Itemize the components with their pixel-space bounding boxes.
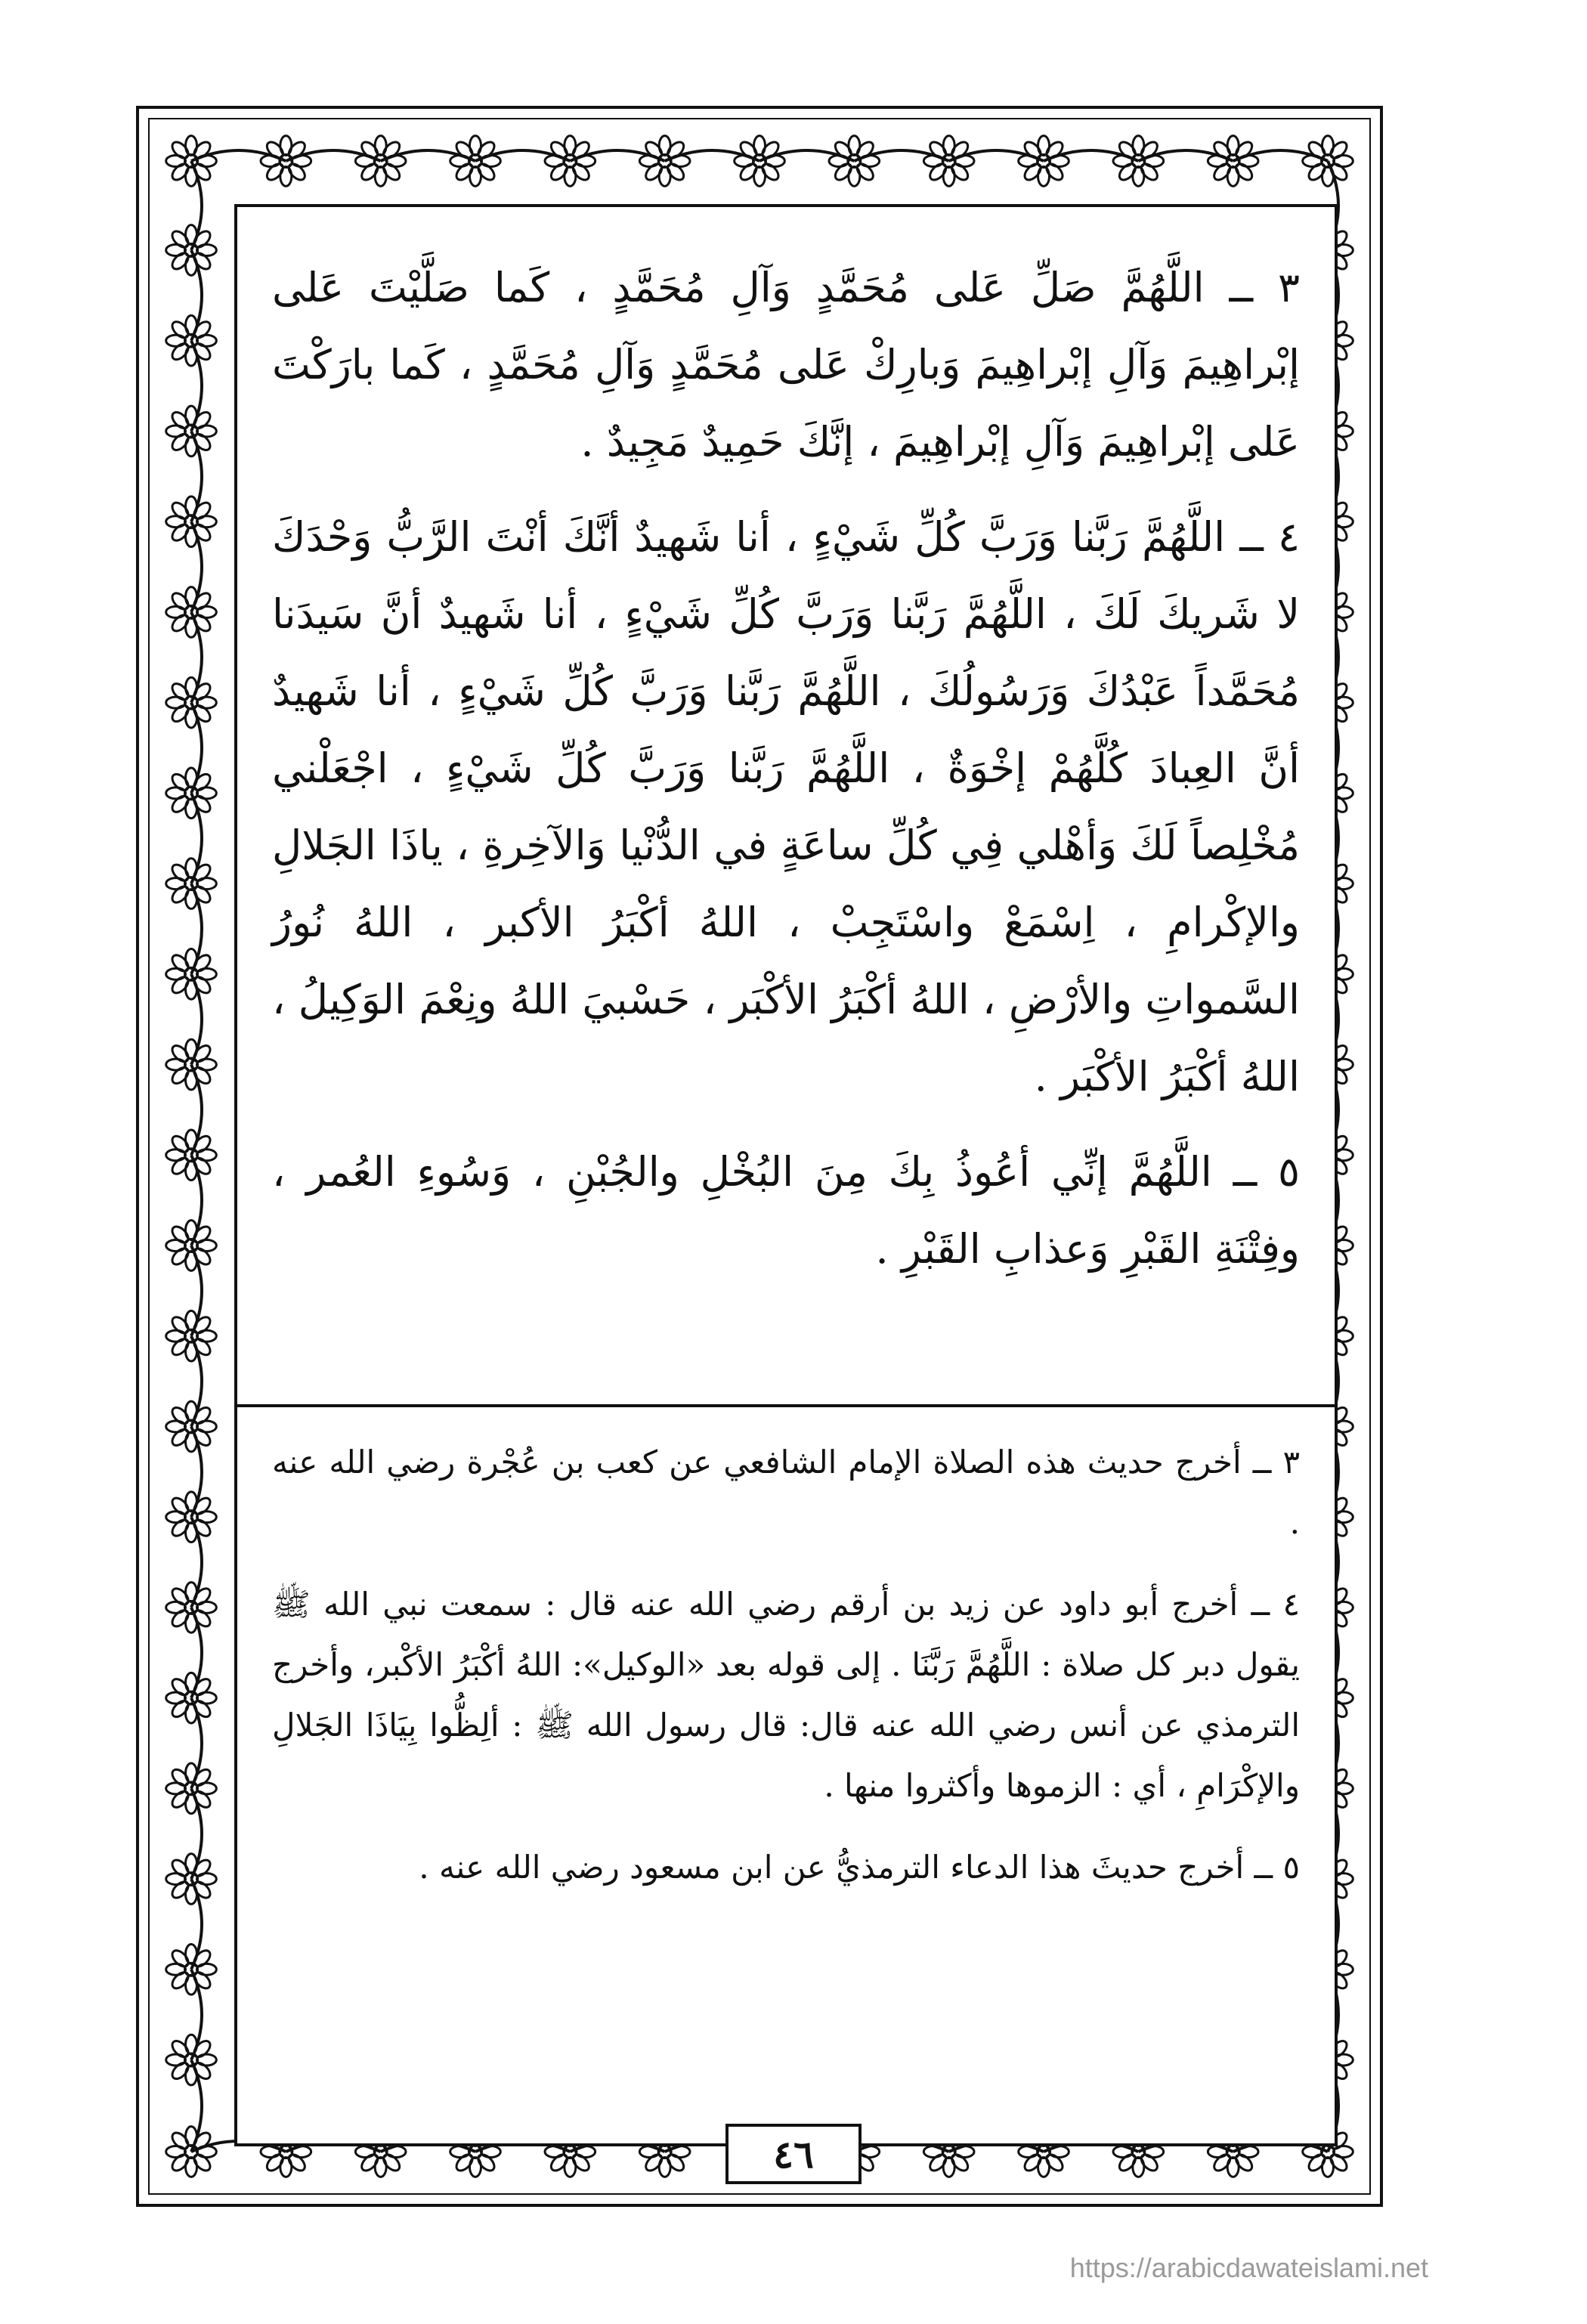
vine-ornament xyxy=(475,150,570,161)
page-number: ٤٦ xyxy=(725,2124,862,2184)
vine-ornament xyxy=(1138,150,1233,161)
vine-ornament xyxy=(191,1879,202,1970)
vine-ornament xyxy=(191,1517,202,1608)
vine-ornament xyxy=(191,1970,202,2060)
vine-ornament xyxy=(570,150,664,161)
vine-ornament xyxy=(191,1426,202,1517)
vine-ornament xyxy=(191,974,202,1065)
dua-paragraph-5: ٥ ــ اللَّهُمَّ إنِّي أعُوذُ بِكَ مِنَ البُخْلِ والجُبْنِ ، وَسُوءِ العُمر ، وفِتْنَةِ القَبْرِ وَعذابِ القَبْرِ . xyxy=(272,1148,1300,1273)
footnotes-block xyxy=(272,1432,1300,1919)
vine-ornament xyxy=(191,793,202,883)
vine-ornament xyxy=(191,431,202,521)
vine-ornament xyxy=(191,161,202,250)
vine-ornament xyxy=(1044,150,1138,161)
vine-ornament xyxy=(191,1608,202,1698)
vine-ornament xyxy=(191,1065,202,1156)
footnote-5: ٥ ــ أخرج حديثَ هذا الدعاء الترمذيُّ عن ابن مسعود رضي الله عنه . xyxy=(419,1849,1300,1886)
vine-ornament xyxy=(191,1788,202,1879)
vine-ornament xyxy=(665,150,759,161)
vine-ornament xyxy=(191,1246,202,1336)
vine-ornament xyxy=(191,521,202,612)
vine-ornament xyxy=(191,150,286,161)
vine-ornament xyxy=(286,150,380,161)
vine-ornament xyxy=(191,250,202,341)
footnote-3: ٣ ــ أخرج حديث هذه الصلاة الإمام الشافعي عن كعب بن عُجْرة رضي الله عنه . xyxy=(272,1444,1300,1541)
vine-ornament xyxy=(191,1698,202,1789)
vine-ornament xyxy=(191,703,202,794)
footnote-4: ٤ ــ أخرج أبو داود عن زيد بن أرقم رضي الله عنه قال : سمعت نبي الله ﷺ يقول دبر كل صلاة : اللَّهُمَّ رَبَّنَا . إلى قوله بعد «الوكيل»: اللهُ أكْبَرُ الأكْبر، وأخرج الترمذي عن أنس رضي الله عنه قال: قال رسول الله ﷺ : ألِظُّوا بِيَاذَا الجَلالِ والإكْرَامِ ، أي : الزموها وأكثروا منها . xyxy=(272,1586,1300,1804)
vine-ornament xyxy=(759,150,854,161)
vine-ornament xyxy=(381,150,475,161)
dua-paragraph-4: ٤ ــ اللَّهُمَّ رَبَّنا وَرَبَّ كُلِّ شَيْءٍ ، أنا شَهيدٌ أنَّكَ أنْتَ الرَّبُّ وَحْدَكَ لا شَريكَ لَكَ ، اللَّهُمَّ رَبَّنا وَرَبَّ كُلِّ شَيْءٍ ، أنا شَهيدٌ أنَّ سَيدَنا مُحَمَّداً عَبْدُكَ وَرَسُولُكَ ، اللَّهُمَّ رَبَّنا وَرَبَّ كُلِّ شَيْءٍ ، أنا شَهيدٌ أنَّ العِبادَ كُلَّهُمْ إخْوَةٌ ، اللَّهُمَّ رَبَّنا وَرَبَّ كُلِّ شَيْءٍ ، اجْعَلْني مُخْلِصاً لَكَ وَأهْلي فِي كُلِّ ساعَةٍ في الدُّنْيا وَالآخِرةِ ، ياذَا الجَلالِ والإكْرامِ ، اِسْمَعْ واسْتَجِبْ ، اللهُ أكْبَرُ الأكبر ، اللهُ نُورُ السَّمواتِ والأرْضِ ، اللهُ أكْبَرُ الأكْبَر ، حَسْبيَ اللهُ ونِعْمَ الوَكِيلُ ، اللهُ أكْبَرُ الأكْبَر . xyxy=(272,513,1300,1100)
vine-ornament xyxy=(191,1336,202,1427)
vine-ornament xyxy=(949,150,1044,161)
vine-ornament xyxy=(854,150,948,161)
dua-paragraph-3: ٣ ــ اللَّهُمَّ صَلِّ عَلى مُحَمَّدٍ وَآلِ مُحَمَّدٍ ، كَما صَلَّيْتَ عَلى إبْراهِيمَ وَآلِ إبْراهِيمَ وَبارِكْ عَلى مُحَمَّدٍ وَآلِ مُحَمَّدٍ ، كَما بارَكْتَ عَلى إبْراهِيمَ وَآلِ إبْراهِيمَ ، إنَّكَ حَمِيدٌ مَجِيدٌ . xyxy=(272,264,1300,466)
vine-ornament xyxy=(191,1155,202,1246)
vine-ornament xyxy=(191,2060,202,2152)
vine-ornament xyxy=(1233,150,1328,161)
footnote-separator xyxy=(234,1404,1338,1407)
vine-ornament xyxy=(191,341,202,432)
main-text-block xyxy=(272,249,1300,1306)
vine-ornament xyxy=(191,883,202,974)
source-url: https://arabicdawateislami.net xyxy=(1069,2252,1428,2283)
vine-ornament xyxy=(191,612,202,703)
